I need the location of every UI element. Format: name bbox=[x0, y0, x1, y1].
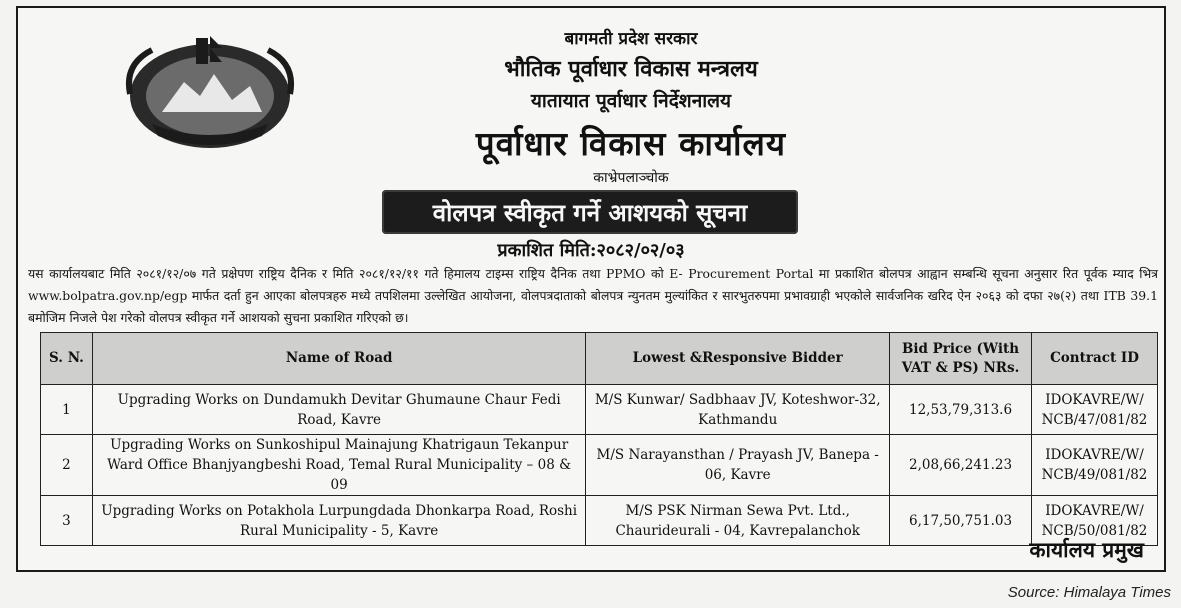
header-directorate: यातायात पूर्वाधार निर्देशनालय bbox=[530, 90, 732, 112]
cell-sn: 1 bbox=[41, 385, 93, 435]
cell-bid-price: 6,17,50,751.03 bbox=[890, 496, 1032, 546]
cell-bidder: M/S Narayansthan / Prayash JV, Banepa - 06, Kavre bbox=[586, 435, 890, 496]
cell-bidder: M/S Kunwar/ Sadbhaav JV, Koteshwor-32, Kathmandu bbox=[586, 385, 890, 435]
cell-contract-id: IDOKAVRE/W/ NCB/49/081/82 bbox=[1031, 435, 1157, 496]
header-contract-id: Contract ID bbox=[1031, 333, 1157, 385]
table-row bbox=[41, 385, 1158, 435]
cell-contract-id: IDOKAVRE/W/ NCB/47/081/82 bbox=[1031, 385, 1157, 435]
cell-road-name: Upgrading Works on Potakhola Lurpungdada Dhonkarpa Road, Roshi Rural Municipality - 5, Kavre bbox=[92, 496, 585, 546]
cell-road-name: Upgrading Works on Sunkoshipul Mainajung Khatrigaun Tekanpur Ward Office Bhanjyangbeshi Road, Temal Rural Municipality – 08 & 09 bbox=[92, 435, 585, 496]
header-road-name: Name of Road bbox=[92, 333, 585, 385]
source-credit: Source: Himalaya Times bbox=[1007, 584, 1171, 601]
cell-sn: 2 bbox=[41, 435, 93, 496]
signature: कार्यालय प्रमुख bbox=[1029, 537, 1144, 562]
notice bbox=[16, 6, 1166, 572]
cell-sn: 3 bbox=[41, 496, 93, 546]
table-row bbox=[41, 496, 1158, 546]
header-bidder: Lowest &Responsive Bidder bbox=[586, 333, 890, 385]
table-header-row bbox=[41, 333, 1158, 385]
header-province: बागमती प्रदेश सरकार bbox=[564, 29, 698, 49]
published-date: प्रकाशित मिति:२०८२/०२/०३ bbox=[497, 240, 685, 261]
cell-contract-id: IDOKAVRE/W/ NCB/50/081/82 bbox=[1031, 496, 1157, 546]
cell-bid-price: 12,53,79,313.6 bbox=[890, 385, 1032, 435]
header-ministry: भौतिक पूर्वाधार विकास मन्त्रलय bbox=[504, 56, 758, 82]
notice-banner: वोलपत्र स्वीकृत गर्ने आशयको सूचना bbox=[382, 190, 798, 234]
notice-paragraph: यस कार्यालयबाट मिति २०८१/१२/०७ गते प्रक्षेपण राष्ट्रिय दैनिक र मिति २०८१/१२/११ गते हिमालय टाइम्स राष्ट्रिय दैनिक तथा PPMO को E- Procurement Portal मा प्रकाशित बोलपत्र आह्वान सम्बन्धि सूचना अनुसार रित पूर्वक म्याद भित्र www.bolpatra.gov.np/egp मार्फत दर्ता हुन आएका बोलपत्रहरु मध्ये तपशिलमा उल्लेखित आयोजना, वोलपत्रदाताको बोलपत्र न्युनतम मुल्यांकित र सारभुतरुपमा प्रभावग्राही भएकोले सार्वजनिक खरिद ऐन २०६३ को दफा २७(२) तथा ITB 39.1 बमोजिम निजले पेश गरेको वोलपत्र स्वीकृत गर्ने आशयको सुचना प्रकाशित गरिएको छ। bbox=[28, 266, 1158, 325]
bid-table bbox=[40, 332, 1158, 546]
header-office: पूर्वाधार विकास कार्यालय bbox=[475, 124, 787, 163]
cell-road-name: Upgrading Works on Dundamukh Devitar Ghumaune Chaur Fedi Road, Kavre bbox=[92, 385, 585, 435]
header-bid-price: Bid Price (With VAT & PS) NRs. bbox=[890, 333, 1032, 385]
table-row bbox=[41, 435, 1158, 496]
cell-bidder: M/S PSK Nirman Sewa Pvt. Ltd., Chaurideurali - 04, Kavrepalanchok bbox=[586, 496, 890, 546]
cell-bid-price: 2,08,66,241.23 bbox=[890, 435, 1032, 496]
header-location: काभ्रेपलाञ्चोक bbox=[593, 170, 669, 186]
header-sn: S. N. bbox=[41, 333, 93, 385]
